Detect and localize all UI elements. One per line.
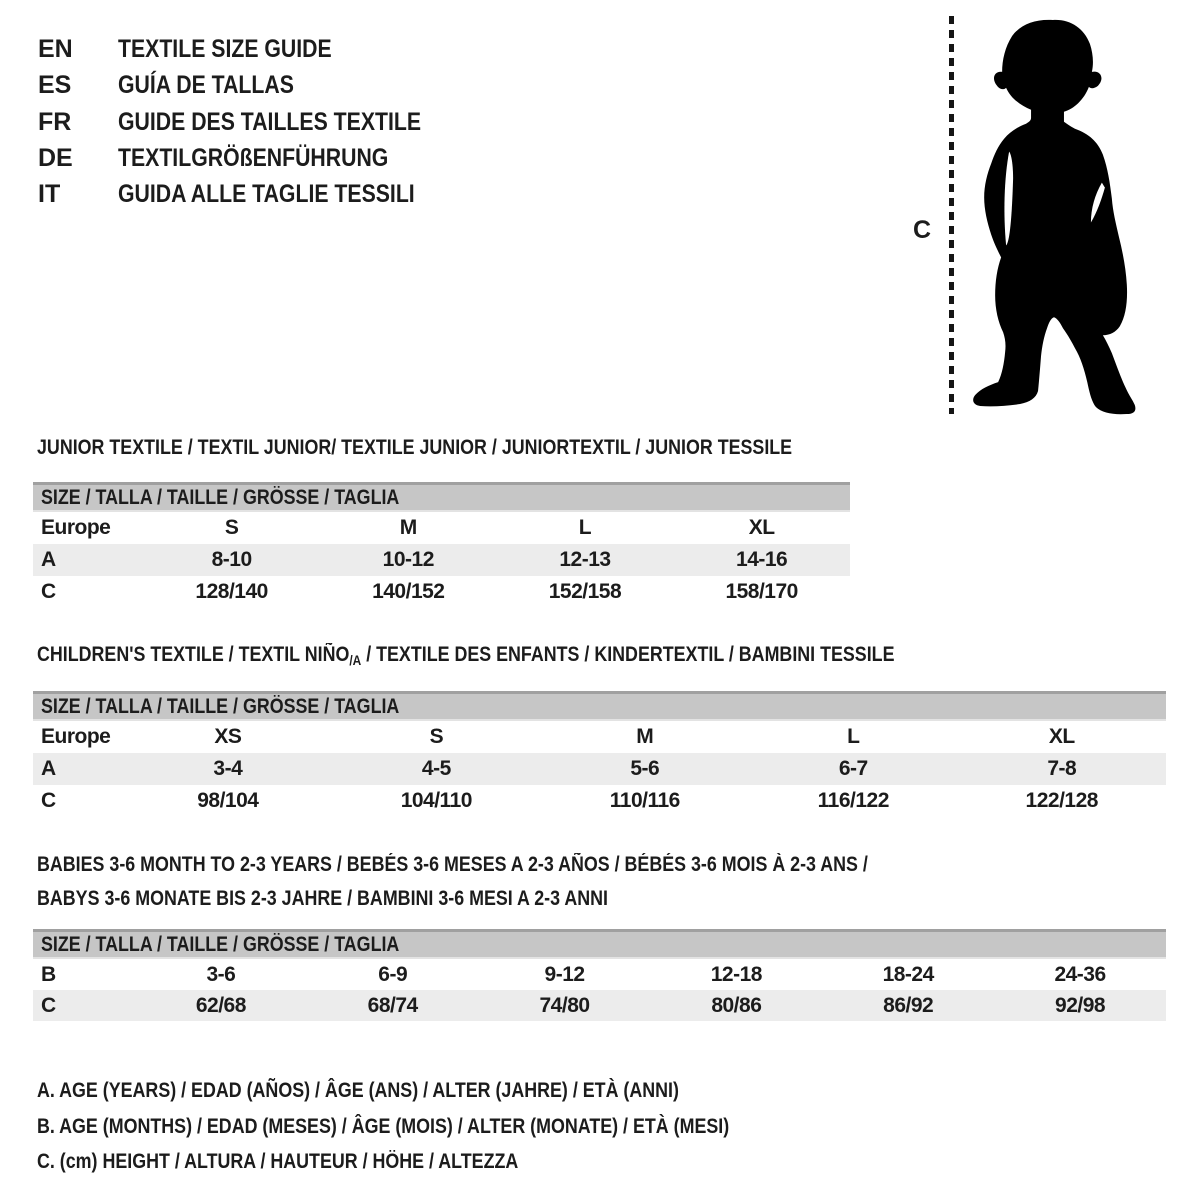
guide-title-es: GUÍA DE TALLAS <box>118 71 294 100</box>
size-cell: L <box>847 725 860 748</box>
measure-legend <box>37 1073 851 1180</box>
height-measure-label: C <box>913 216 932 244</box>
legend-line-b: B. AGE (MONTHS) / EDAD (MESES) / ÂGE (MOIS) / ALTER (MONATE) / ETÀ (MESI) <box>37 1114 730 1138</box>
value-cell: 62/68 <box>195 993 246 1017</box>
row-label-cell: B <box>41 962 56 986</box>
value-cell: 5-6 <box>630 757 660 780</box>
size-cell: XL <box>748 516 775 539</box>
size-header-bar <box>33 929 1166 959</box>
value-cell: 6-9 <box>378 962 408 986</box>
value-cell: 12-13 <box>559 548 611 571</box>
legend-line-c: C. (cm) HEIGHT / ALTURA / HAUTEUR / HÖHE / ALTEZZA <box>37 1150 519 1173</box>
junior-section-heading <box>37 436 925 460</box>
children-section-heading <box>37 643 1046 668</box>
table-row-height <box>33 785 1166 817</box>
table-row-age <box>33 544 850 576</box>
guide-title-de: TEXTILGRÖßENFÜHRUNG <box>118 143 389 172</box>
value-cell: 6-7 <box>838 757 868 780</box>
value-cell: 110/116 <box>609 789 680 812</box>
language-code: ES <box>38 71 72 100</box>
size-cell: M <box>636 725 654 748</box>
babies-section-heading <box>37 848 1015 916</box>
value-cell: 158/170 <box>725 580 798 603</box>
language-row-fr <box>38 104 475 140</box>
guide-title-en: TEXTILE SIZE GUIDE <box>118 35 332 63</box>
language-row-it <box>38 176 475 212</box>
size-cell: XL <box>1048 725 1075 748</box>
value-cell: 24-36 <box>1054 962 1106 986</box>
value-cell: 8-10 <box>211 548 252 571</box>
row-label-cell: A <box>41 757 56 780</box>
size-cell: S <box>429 725 444 748</box>
size-cell: S <box>224 516 239 539</box>
row-label-cell: Europe <box>41 516 111 539</box>
value-cell: 4-5 <box>421 757 451 780</box>
value-cell: 86/92 <box>883 993 934 1017</box>
value-cell: 12-18 <box>710 962 762 986</box>
value-cell: 9-12 <box>544 962 585 986</box>
value-cell: 14-16 <box>736 548 788 571</box>
value-cell: 7-8 <box>1047 757 1077 780</box>
guide-title-it: GUIDA ALLE TAGLIE TESSILI <box>118 180 415 209</box>
size-header-bar <box>33 691 1166 721</box>
language-row-es <box>38 67 475 103</box>
height-dashed-line <box>949 16 954 414</box>
size-cell: M <box>399 516 417 539</box>
table-row-height <box>33 990 1166 1021</box>
babies-size-table <box>33 929 1166 1021</box>
language-code: EN <box>38 35 73 63</box>
language-title-list <box>38 31 475 212</box>
size-header-bar <box>33 482 850 512</box>
row-label-cell: C <box>41 789 56 812</box>
value-cell: 140/152 <box>372 580 445 603</box>
language-code: IT <box>38 180 61 209</box>
row-label-cell: Europe <box>41 725 111 748</box>
value-cell: 104/110 <box>400 789 472 812</box>
value-cell: 18-24 <box>882 962 934 986</box>
children-section-heading-text <box>37 643 894 668</box>
language-code: FR <box>38 107 72 136</box>
table-row-age-months <box>33 959 1166 990</box>
legend-line-a: A. AGE (YEARS) / EDAD (AÑOS) / ÂGE (ANS) / ALTER (JAHRE) / ETÀ (ANNI) <box>37 1079 679 1102</box>
value-cell: 3-6 <box>206 962 236 986</box>
table-row-height <box>33 576 850 608</box>
value-cell: 80/86 <box>711 993 762 1017</box>
children-heading-pre: CHILDREN'S TEXTILE / TEXTIL NIÑO <box>37 643 350 666</box>
language-row-de <box>38 140 475 176</box>
children-heading-sub: /A <box>349 652 362 668</box>
size-header-bar-text: SIZE / TALLA / TAILLE / GRÖSSE / TAGLIA <box>41 486 400 509</box>
value-cell: 3-4 <box>213 757 243 780</box>
row-label-cell: C <box>41 993 56 1017</box>
table-row-sizes <box>33 512 850 544</box>
table-row-age <box>33 753 1166 785</box>
value-cell: 92/98 <box>1055 993 1106 1017</box>
row-label-cell: A <box>41 548 56 571</box>
guide-title-fr: GUIDE DES TAILLES TEXTILE <box>118 107 422 136</box>
value-cell: 68/74 <box>367 993 418 1017</box>
value-cell: 98/104 <box>197 789 259 812</box>
size-header-bar-text: SIZE / TALLA / TAILLE / GRÖSSE / TAGLIA <box>41 933 400 956</box>
language-code: DE <box>38 143 73 172</box>
size-cell: L <box>578 516 592 539</box>
toddler-silhouette-icon <box>963 16 1141 415</box>
value-cell: 152/158 <box>548 580 622 603</box>
value-cell: 10-12 <box>382 548 434 571</box>
junior-section-heading-text: JUNIOR TEXTILE / TEXTIL JUNIOR/ TEXTILE JUNIOR / JUNIORTEXTIL / JUNIOR TESSILE <box>37 436 793 459</box>
value-cell: 116/122 <box>817 789 889 812</box>
children-size-table <box>33 691 1166 817</box>
size-cell: XS <box>214 725 242 748</box>
table-row-sizes <box>33 721 1166 753</box>
junior-size-table <box>33 482 850 608</box>
size-header-bar-text: SIZE / TALLA / TAILLE / GRÖSSE / TAGLIA <box>41 695 400 718</box>
value-cell: 128/140 <box>195 580 268 603</box>
row-label-cell: C <box>41 580 56 603</box>
babies-heading-line1: BABIES 3-6 MONTH TO 2-3 YEARS / BEBÉS 3-6 MESES A 2-3 AÑOS / BÉBÉS 3-6 MOIS À 2-3 ANS / <box>37 853 868 876</box>
children-heading-post: / TEXTILE DES ENFANTS / KINDERTEXTIL / BAMBINI TESSILE <box>361 643 895 666</box>
babies-heading-line2: BABYS 3-6 MONATE BIS 2-3 JAHRE / BAMBINI 3-6 MESI A 2-3 ANNI <box>37 887 608 910</box>
language-row-en <box>38 31 475 67</box>
value-cell: 74/80 <box>539 993 590 1017</box>
value-cell: 122/128 <box>1025 789 1098 812</box>
